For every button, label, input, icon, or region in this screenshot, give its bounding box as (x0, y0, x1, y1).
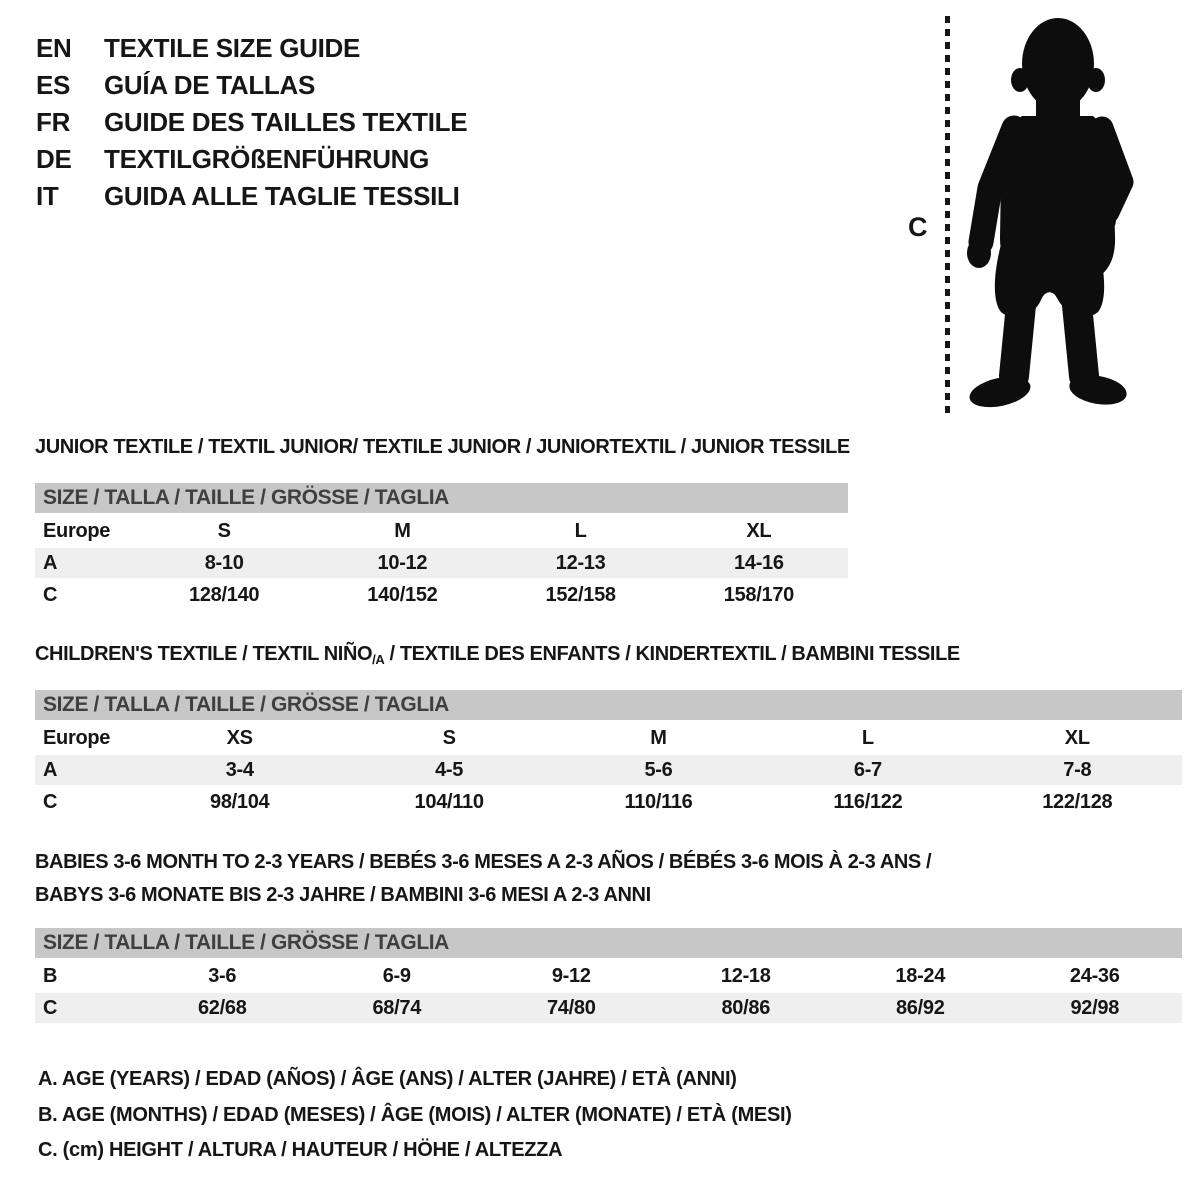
table-cell: 9-12 (551, 965, 591, 987)
table-cell: 12-13 (555, 552, 606, 574)
language-row (36, 178, 467, 215)
language-code: DE (36, 144, 72, 174)
guide-title: GUIDE DES TAILLES TEXTILE (104, 107, 468, 137)
baby-silhouette-icon (958, 10, 1140, 422)
size-header-bar: SIZE / TALLA / TAILLE / GRÖSSE / TAGLIA (35, 928, 1182, 958)
table-cell: 92/98 (1070, 997, 1120, 1019)
legend-line-c: C. (cm) HEIGHT / ALTURA / HAUTEUR / HÖHE / ALTEZZA (38, 1139, 563, 1161)
table-cell: XL (746, 520, 772, 542)
table-cell: 158/170 (723, 584, 794, 606)
table-cell: 4-5 (435, 759, 464, 781)
table-cell: Europe (43, 520, 111, 542)
size-header-bar: SIZE / TALLA / TAILLE / GRÖSSE / TAGLIA (35, 483, 848, 513)
table-row (35, 548, 848, 578)
table-cell: L (574, 520, 587, 542)
size-header-bar: SIZE / TALLA / TAILLE / GRÖSSE / TAGLIA (35, 690, 1182, 720)
baby-silhouette-image (958, 10, 1140, 427)
table-cell: L (861, 727, 874, 749)
children-size-table (35, 690, 1182, 819)
table-row (35, 961, 1182, 991)
table-cell: 122/128 (1042, 791, 1113, 813)
height-measure-label: C (908, 212, 928, 242)
table-cell: 98/104 (210, 791, 270, 813)
table-cell: C (43, 584, 58, 606)
table-cell: S (217, 520, 231, 542)
language-row (36, 141, 467, 178)
table-cell: S (442, 727, 456, 749)
table-cell: 74/80 (546, 997, 596, 1019)
table-cell: Europe (43, 727, 111, 749)
table-cell: C (43, 791, 58, 813)
guide-title: TEXTILGRÖßENFÜHRUNG (104, 144, 430, 174)
children-title-subscript: /A (372, 652, 385, 667)
table-row (35, 516, 848, 546)
table-cell: 68/74 (372, 997, 422, 1019)
height-measure-dashed-line (945, 16, 950, 416)
table-cell: 152/158 (545, 584, 616, 606)
table-cell: M (650, 727, 667, 749)
table-cell: 24-36 (1069, 965, 1120, 987)
table-cell: 3-4 (225, 759, 254, 781)
language-code: FR (36, 107, 71, 137)
table-cell: 14-16 (734, 552, 784, 574)
table-cell: 6-7 (853, 759, 882, 781)
babies-title-line2: BABYS 3-6 MONATE BIS 2-3 JAHRE / BAMBINI 3-6 MESI A 2-3 ANNI (35, 884, 651, 906)
table-cell: 116/122 (833, 791, 903, 813)
table-row (35, 787, 1182, 817)
guide-title: GUIDA ALLE TAGLIE TESSILI (104, 181, 460, 211)
table-cell: 18-24 (895, 965, 946, 987)
table-cell: XS (226, 727, 253, 749)
table-cell: 140/152 (367, 584, 438, 606)
table-cell: 128/140 (189, 584, 260, 606)
table-row (35, 755, 1182, 785)
babies-size-table (35, 928, 1182, 1025)
language-row (36, 67, 467, 104)
table-cell: 86/92 (895, 997, 945, 1019)
children-title-main: CHILDREN'S TEXTILE / TEXTIL NIÑO (35, 643, 373, 665)
table-cell: C (43, 997, 58, 1019)
children-title-rest: / TEXTILE DES ENFANTS / KINDERTEXTIL / BAMBINI TESSILE (384, 643, 960, 665)
babies-section-title (35, 846, 931, 912)
table-row (35, 723, 1182, 753)
table-cell: 6-9 (382, 965, 411, 987)
table-cell: B (43, 965, 58, 987)
legend-line-b: B. AGE (MONTHS) / EDAD (MESES) / ÂGE (MOIS) / ALTER (MONATE) / ETÀ (MESI) (38, 1103, 792, 1126)
table-row (35, 993, 1182, 1023)
language-row (36, 30, 467, 67)
table-cell: A (43, 759, 58, 781)
table-cell: 62/68 (197, 997, 247, 1019)
table-cell: 8-10 (204, 552, 244, 574)
children-section-title (35, 643, 960, 667)
language-code: ES (36, 70, 71, 100)
junior-size-table (35, 483, 848, 612)
language-row (36, 104, 467, 141)
language-title-list (36, 30, 467, 215)
language-code: IT (36, 181, 59, 211)
table-cell: 10-12 (377, 552, 428, 574)
table-cell: 104/110 (414, 791, 484, 813)
table-cell: XL (1064, 727, 1090, 749)
table-cell: 110/116 (624, 791, 693, 813)
guide-title: TEXTILE SIZE GUIDE (104, 33, 361, 63)
legend-line-a: A. AGE (YEARS) / EDAD (AÑOS) / ÂGE (ANS) / ALTER (JAHRE) / ETÀ (ANNI) (38, 1068, 737, 1090)
babies-title-line1: BABIES 3-6 MONTH TO 2-3 YEARS / BEBÉS 3-6 MESES A 2-3 AÑOS / BÉBÉS 3-6 MOIS À 2-3 ANS / (35, 851, 932, 873)
measurement-legend (38, 1062, 792, 1169)
junior-section-title: JUNIOR TEXTILE / TEXTIL JUNIOR/ TEXTILE JUNIOR / JUNIORTEXTIL / JUNIOR TESSILE (35, 436, 850, 458)
table-cell: 5-6 (644, 759, 673, 781)
table-cell: 80/86 (721, 997, 771, 1019)
table-row (35, 580, 848, 610)
guide-title: GUÍA DE TALLAS (104, 70, 316, 100)
table-cell: A (43, 552, 58, 574)
table-cell: M (394, 520, 411, 542)
table-cell: 7-8 (1063, 759, 1092, 781)
table-cell: 12-18 (720, 965, 771, 987)
table-cell: 3-6 (208, 965, 237, 987)
language-code: EN (36, 33, 72, 63)
